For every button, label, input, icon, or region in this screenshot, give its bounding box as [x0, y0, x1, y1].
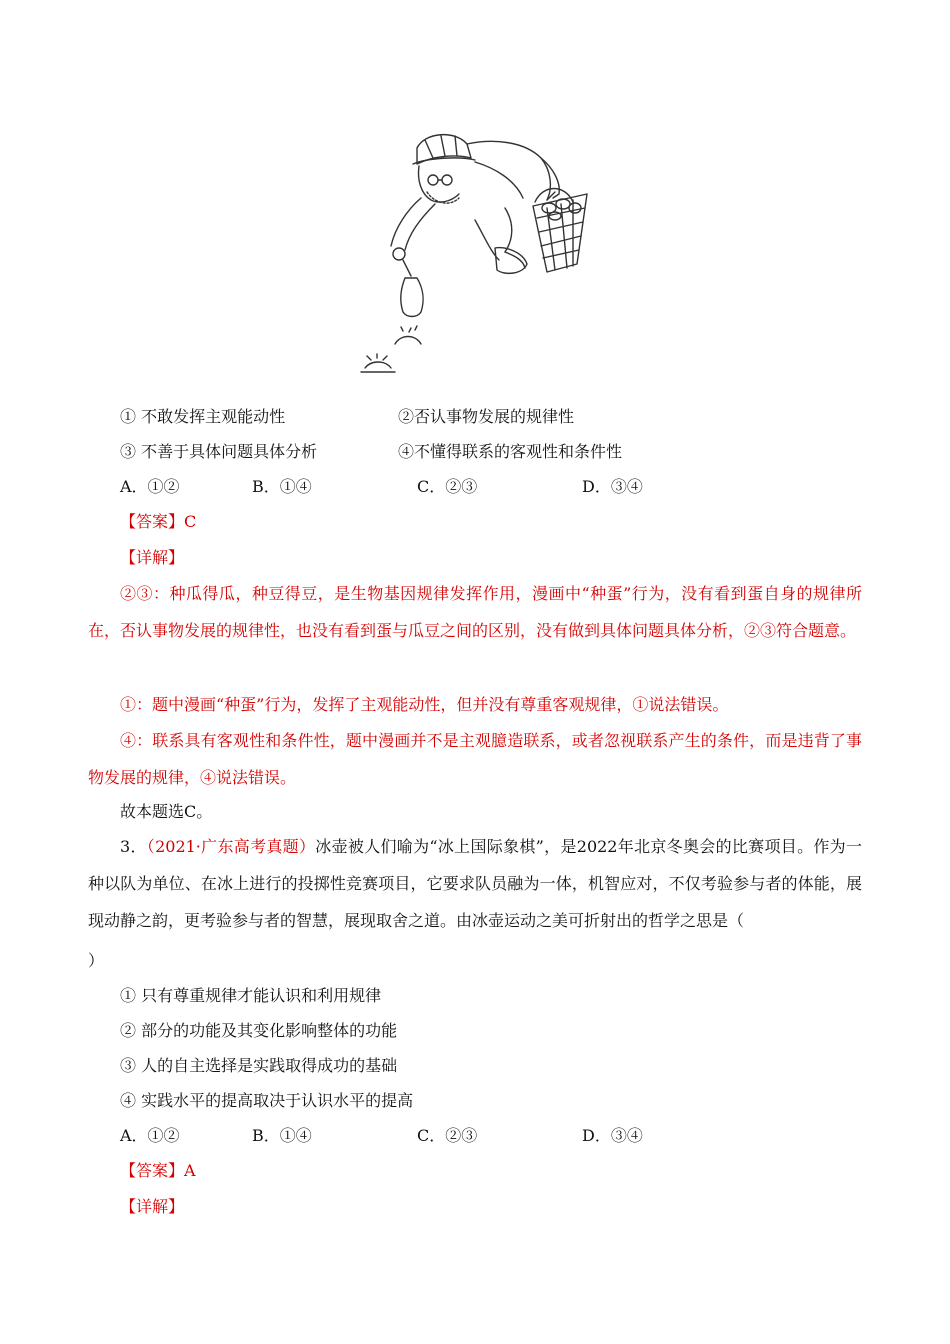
q3-stem-end: ） [88, 951, 105, 970]
q3-statement-4: ④ 实践水平的提高取决于认识水平的提高 [120, 1091, 414, 1110]
q2-statement-3: ③ 不善于具体问题具体分析 [120, 442, 318, 461]
q3-statement-3: ③ 人的自主选择是实践取得成功的基础 [120, 1056, 398, 1075]
q3-statement-1: ① 只有尊重规律才能认识和利用规律 [120, 986, 382, 1005]
q2-detail-paragraph-1: ②③：种瓜得瓜，种豆得豆，是生物基因规律发挥作用，漫画中“种蛋”行为，没有看到蛋自身的规律所在，否认事物发展的规律性，也没有看到蛋与瓜豆之间的区别，没有做到具体问题具体分析，②③符合题意。 [88, 584, 862, 640]
q2-statement-2: ②否认事物发展的规律性 [398, 407, 575, 426]
q3-choice-c: C．②③ [417, 1126, 478, 1145]
q2-choice-a: A．①② [120, 477, 180, 496]
q2-choice-b: B．①④ [252, 477, 312, 496]
q3-stem [88, 828, 862, 939]
q3-statement-2: ② 部分的功能及其变化影响整体的功能 [120, 1021, 398, 1040]
q2-choice-d: D．③④ [582, 477, 643, 496]
q2-answer [120, 511, 196, 533]
q3-answer [120, 1160, 196, 1182]
q3-number: 3． [120, 837, 147, 856]
q3-stem-text: 冰壶被人们喻为“冰上国际象棋”，是2022年北京冬奥会的比赛项目。作为一种以队为单位、在冰上进行的投掷性竞赛项目，它要求队员融为一体，机智应对，不仅考验参与者的体能，展现动静之韵，更考验参与者的智慧，展现取舍之道。由冰壶运动之美可折射出的哲学之思是（ [88, 837, 862, 930]
q2-answer-label: 【答案】 [120, 512, 185, 531]
q3-choice-a: A．①② [120, 1126, 180, 1145]
q2-statement-1: ① 不敢发挥主观能动性 [120, 407, 286, 426]
q3-choice-b: B．①④ [252, 1126, 312, 1145]
q3-detail-label: 【详解】 [120, 1197, 185, 1216]
q3-choice-d: D．③④ [582, 1126, 643, 1145]
q2-answer-value: C [184, 512, 197, 531]
cartoon-egg-planter-illustration [355, 128, 590, 378]
q3-source: （2021·广东高考真题） [146, 837, 316, 856]
q2-choice-c: C．②③ [417, 477, 478, 496]
q2-detail-paragraph-3: ④：联系具有客观性和条件性，题中漫画并不是主观臆造联系，或者忽视联系产生的条件，而是违背了事物发展的规律，④说法错误。 [88, 731, 862, 787]
q2-statement-4: ④不懂得联系的客观性和条件性 [398, 442, 623, 461]
q2-conclusion: 故本题选C。 [120, 802, 213, 821]
q3-answer-value: A [184, 1161, 196, 1180]
q2-detail-label: 【详解】 [120, 548, 185, 567]
q3-answer-label: 【答案】 [120, 1161, 185, 1180]
q2-detail-paragraph-2: ①：题中漫画“种蛋”行为，发挥了主观能动性，但并没有尊重客观规律，①说法错误。 [120, 695, 729, 714]
